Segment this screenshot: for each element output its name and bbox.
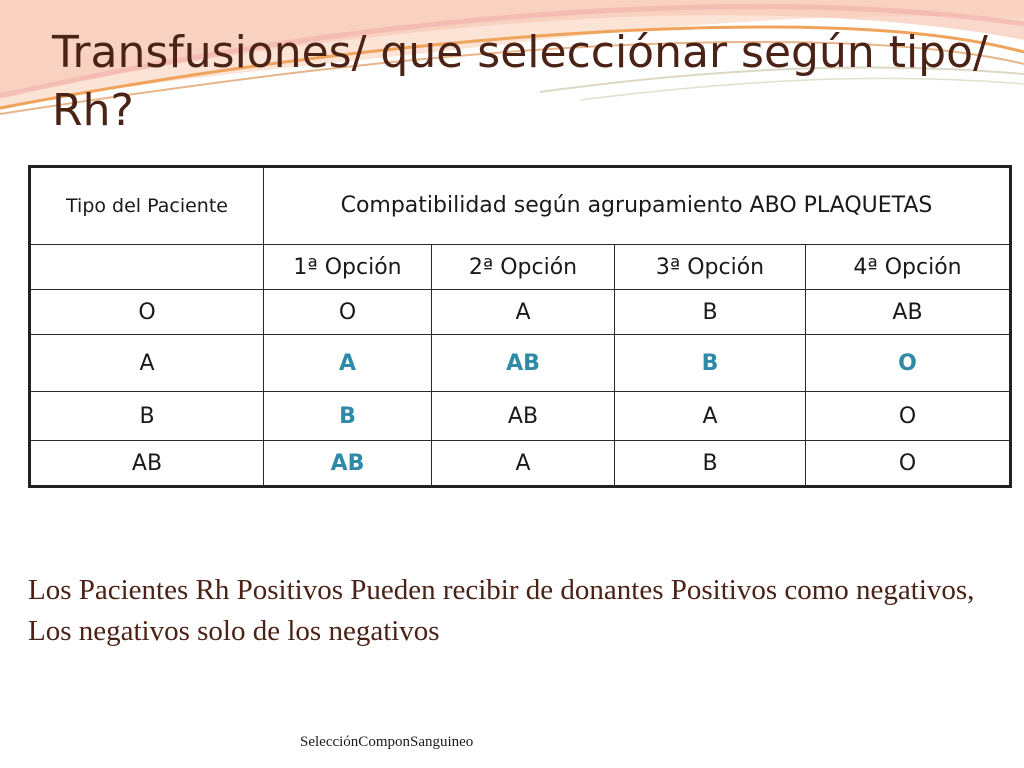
- option-cell-highlighted: AB: [432, 335, 615, 392]
- option-header-3: 3ª Opción: [615, 245, 806, 290]
- option-header-1: 1ª Opción: [264, 245, 432, 290]
- rh-note: Los Pacientes Rh Positivos Pueden recibir de donantes Positivos como negativos, Los negativos solo de los negativos: [28, 574, 975, 647]
- option-cell: AB: [806, 290, 1011, 335]
- option-cell: O: [264, 290, 432, 335]
- option-cell-highlighted: A: [264, 335, 432, 392]
- patient-type-cell: B: [30, 392, 264, 441]
- table-row: [30, 441, 1011, 487]
- option-cell: B: [615, 441, 806, 487]
- compatibility-table: [28, 165, 1012, 488]
- table-row: [30, 290, 1011, 335]
- option-cell-highlighted: B: [264, 392, 432, 441]
- option-cell: A: [615, 392, 806, 441]
- header-patient-type: Tipo del Paciente: [30, 167, 264, 245]
- option-cell: AB: [432, 392, 615, 441]
- option-cell-highlighted: B: [615, 335, 806, 392]
- option-header-2: 2ª Opción: [432, 245, 615, 290]
- option-cell: A: [432, 290, 615, 335]
- header-compatibility: Compatibilidad según agrupamiento ABO PLAQUETAS: [264, 167, 1011, 245]
- table-row: [30, 392, 1011, 441]
- table-header-row: [30, 167, 1011, 245]
- option-cell: B: [615, 290, 806, 335]
- option-cell: A: [432, 441, 615, 487]
- slide-title: Transfusiones/ que selecciónar según tipo/ Rh?: [52, 27, 988, 136]
- option-header-4: 4ª Opción: [806, 245, 1011, 290]
- option-cell: O: [806, 392, 1011, 441]
- option-cell-highlighted: AB: [264, 441, 432, 487]
- patient-type-cell: AB: [30, 441, 264, 487]
- slide-footer: SelecciónComponSanguineo: [300, 734, 474, 750]
- patient-type-cell: O: [30, 290, 264, 335]
- patient-type-cell: A: [30, 335, 264, 392]
- option-cell: O: [806, 441, 1011, 487]
- empty-header-cell: [30, 245, 264, 290]
- option-cell-highlighted: O: [806, 335, 1011, 392]
- options-header-row: [30, 245, 1011, 290]
- table-row: [30, 335, 1011, 392]
